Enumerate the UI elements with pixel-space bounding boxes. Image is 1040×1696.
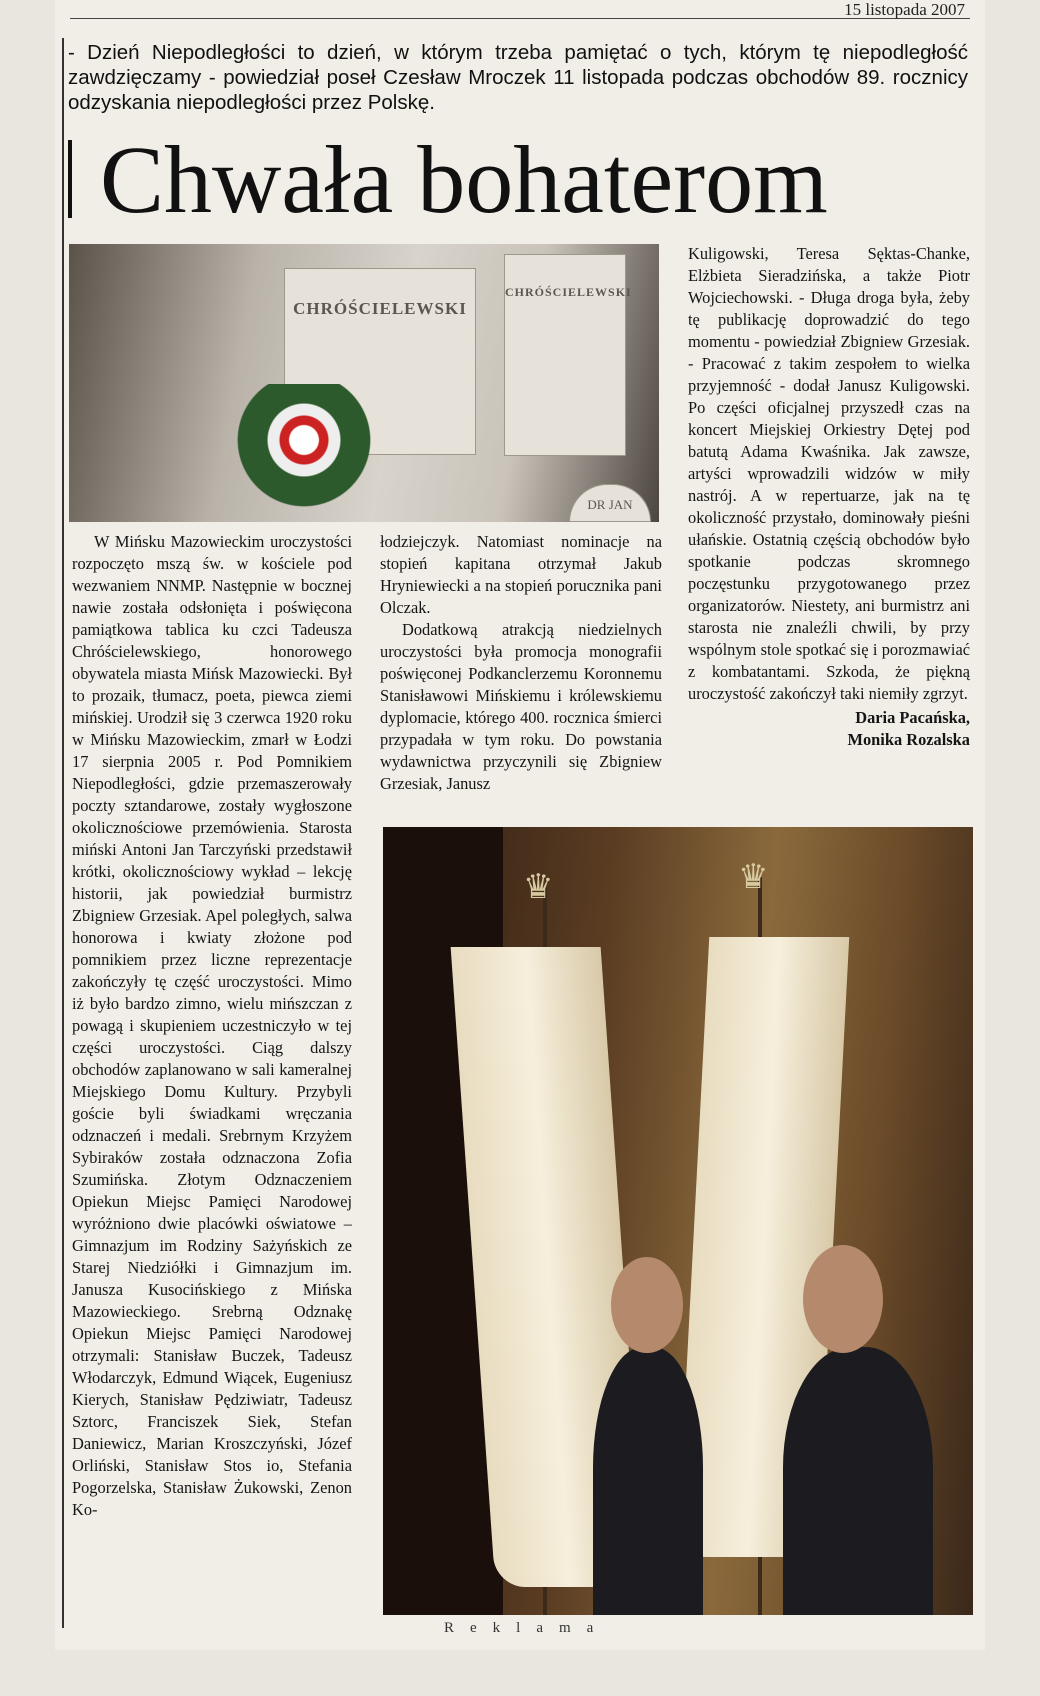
photo-flag-bearers bbox=[383, 827, 973, 1615]
ad-label: Reklama bbox=[444, 1620, 610, 1636]
face-right bbox=[803, 1245, 883, 1353]
header-rule bbox=[70, 18, 970, 19]
headline bbox=[68, 128, 973, 232]
eagle-finial-left-icon: ♛ bbox=[523, 867, 554, 907]
plaque-right-name: CHRÓŚCIELEWSKI bbox=[505, 285, 632, 299]
issue-date: 15 listopada 2007 bbox=[844, 0, 965, 19]
column-rule bbox=[62, 38, 64, 1628]
lead-paragraph: - Dzień Niepodległości to dzień, w którym trzeba pamiętać o tych, którym tę niepodległość zawdzięczamy - powiedział poseł Czesław Mroczek 11 listopada podczas obchodów 89. rocznicy odzyskania niepodległości przez Polskę. bbox=[68, 41, 968, 114]
author-2: Monika Rozalska bbox=[847, 730, 970, 749]
author-1: Daria Pacańska, bbox=[855, 708, 970, 727]
headline-text: Chwała bohaterom bbox=[100, 126, 828, 233]
article-column-1 bbox=[72, 531, 352, 1521]
headline-bar bbox=[68, 140, 72, 218]
article-column-2 bbox=[380, 531, 662, 795]
person-right bbox=[783, 1347, 933, 1615]
article-col1-text: W Mińsku Mazowieckim uroczystości rozpoczęto mszą św. w kościele pod wezwaniem NNMP. Następnie w bocznej nawie została odsłonięta i poświęcona pamiątkowa tablica ku czci Tadeusza Chróścielewskiego, honorowego obywatela miasta Mińsk Mazowiecki. Był to prozaik, tłumacz, poeta, piewca ziemi mińskiej. Urodził się 3 czerwca 1920 roku w Mińsku Mazowieckim, zmarł w Łodzi 17 sierpnia 2005 r. Pod Pomnikiem Niepodległości, gdzie przemaszerowały poczty sztandarowe, zostały wygłoszone okolicznościowe przemówienia. Starosta miński Antoni Jan Tarczyński przedstawił krótki, okolicznościowy wykład – lekcję historii, jak powiedział burmistrz Zbigniew Grzesiak. Apel poległych, salwa honorowa i kwiaty złożone pod pomnikiem przez liczne reprezentacje zakończyły tę część uroczystości. Mimo iż było bardzo zimno, wielu mińszczan z powagą i skupieniem uczestniczyło w tej części uroczystości. Ciąg dalszy obchodów zaplanowano w sali kameralnej Miejskiego Domu Kultury. Przybyli goście byli świadkami wręczania odznaczeń i medali. Srebrnym Krzyżem Sybiraków została odznaczona Zofia Szumińska. Złotym Odznaczeniem Opiekun Miejsc Pamięci Narodowej wyróżniono dwie placówki oświatowe – Gimnazjum im Rodziny Sażyńskich ze Starej Niedziółki i Gimnazjum im. Janusza Kusocińskiego z Mińska Mazowieckiego. Srebrną Odznakę Opiekun Miejsc Pamięci Narodowej otrzymali: Stanisław Buczek, Tadeusz Włodarczyk, Edmund Wiącek, Eugeniusz Kierych, Stanisław Pędziwiatr, Tadeusz Sztorc, Franciszek Siek, Stefan Daniewicz, Marian Kroszczyński, Józef Orliński, Stanisław Stos io, Stefania Pogorzelska, Stanisław Żukowski, Zenon Ko- bbox=[72, 532, 352, 1519]
eagle-finial-right-icon: ♛ bbox=[738, 857, 769, 897]
plaque-small-name: DR JAN bbox=[587, 497, 633, 512]
face-left bbox=[611, 1257, 683, 1353]
plaque-left-name: CHRÓŚCIELEWSKI bbox=[293, 299, 467, 318]
plaque-small bbox=[569, 484, 651, 522]
article-column-3 bbox=[688, 243, 970, 751]
person-left bbox=[593, 1347, 703, 1615]
plaque-right bbox=[504, 254, 632, 456]
flower-bouquet bbox=[219, 384, 389, 522]
article-col2-p2: Dodatkową atrakcją niedzielnych uroczystości była promocja monografii poświęconej Podkanclerzemu Koronnemu Stanisławowi Mińskiemu i królewskiemu dyplomacie, którego 400. rocznica śmierci przypadała w tym roku. Do powstania wydawnictwa przyczynili się Zbigniew Grzesiak, Janusz bbox=[380, 620, 662, 793]
article-col2-p1: łodziejczyk. Natomiast nominacje na stopień kapitana otrzymał Jakub Hryniewiecki a na stopień porucznika pani Olczak. bbox=[380, 532, 662, 617]
article-col3-text: Kuligowski, Teresa Sęktas-Chanke, Elżbieta Sieradzińska, a także Piotr Wojciechowski. - Długa droga była, żeby tę publikację doprowadzić do tego momentu - powiedział Zbigniew Grzesiak. - Pracować z takim zespołem to wielka przyjemność - dodał Janusz Kuligowski. Po części oficjalnej przyszedł czas na koncert Miejskiej Orkiestry Dętej pod batutą Adama Kwaśnika. Jak zawsze, artyści wprowadzili widzów w miły nastrój. A w repertuarze, jak na tę okoliczność przystało, dominowały pieśni ułańskie. Ostatnią częścią obchodów było spotkanie podczas skromnego poczęstunku przygotowanego przez organizatorów. Niestety, ani burmistrz ani starosta nie znaleźli chwili, by przy wspólnym stole spotkać się i porozmawiać z kombatantami. Szkoda, że piękną uroczystość zakończył taki niemiły zgrzyt. bbox=[688, 244, 970, 703]
photo-memorial-plaques bbox=[69, 244, 659, 522]
